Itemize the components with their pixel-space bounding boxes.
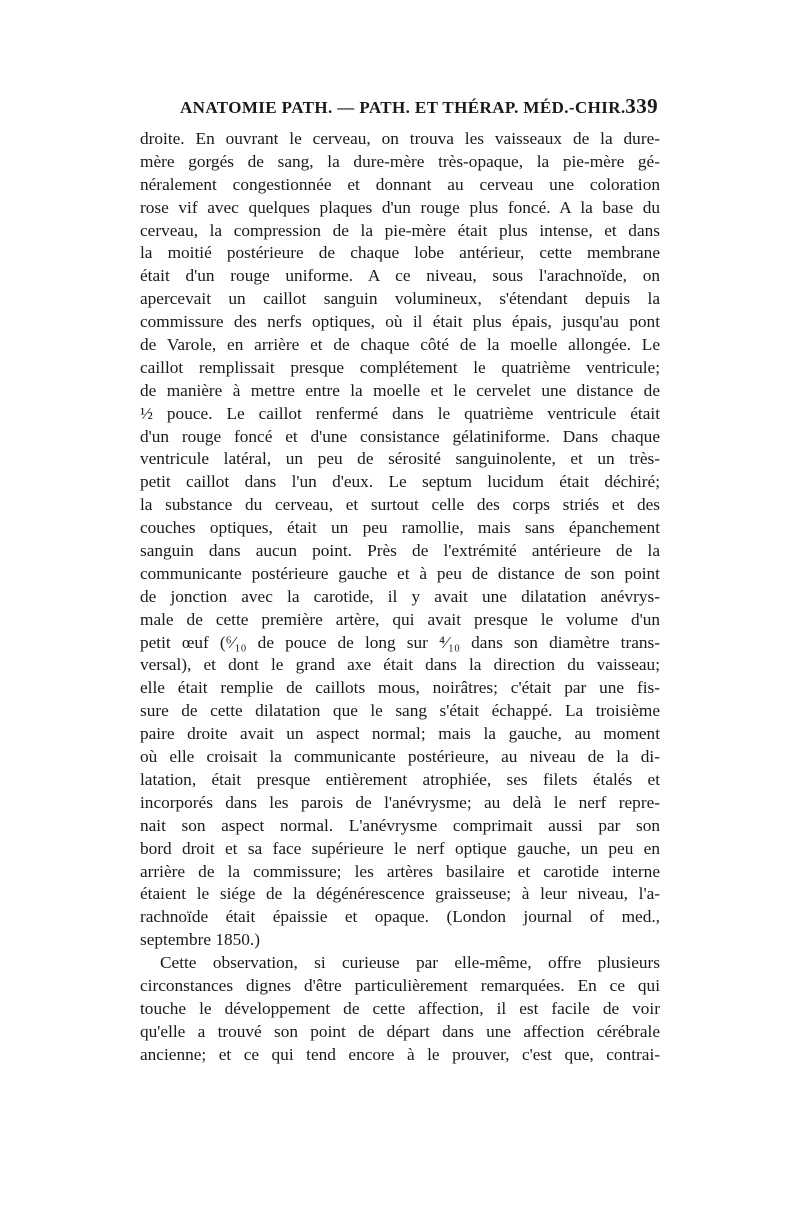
text-line: elle était remplie de caillots mous, noirâtres; c'était par une fis-	[140, 678, 660, 698]
page-number: 339	[625, 94, 658, 118]
text-line: cerveau, la compression de la pie-mère était plus intense, et dans	[140, 220, 660, 240]
running-title: ANATOMIE PATH. — PATH. ET THÉRAP. MÉD.-CHIR.	[180, 98, 626, 117]
text-line: apercevait un caillot sanguin volumineux, s'étendant depuis la	[140, 289, 660, 309]
text-line: la substance du cerveau, et surtout celle des corps striés et des	[140, 495, 660, 515]
text-line: mère gorgés de sang, la dure-mère très-opaque, la pie-mère gé-	[140, 151, 660, 171]
text-line: de manière à mettre entre la moelle et le cervelet une distance de	[140, 380, 660, 400]
text-line: d'un rouge foncé et d'une consistance gélatiniforme. Dans chaque	[140, 426, 660, 446]
text-line: commissure des nerfs optiques, où il était plus épais, jusqu'au pont	[140, 312, 660, 332]
text-line: petit œuf (⁶⁄₁₀ de pouce de long sur ⁴⁄₁₀ dans son diamètre trans-	[140, 632, 660, 652]
text-line: couches optiques, était un peu ramollie, mais sans épanchement	[140, 518, 660, 538]
text-line: de jonction avec la carotide, il y avait une dilatation anévrys-	[140, 586, 660, 606]
text-line: bord droit et sa face supérieure le nerf optique gauche, un peu en	[140, 838, 660, 858]
text-line: rose vif avec quelques plaques d'un rouge plus foncé. A la base du	[140, 197, 660, 217]
text-line: ventricule latéral, un peu de sérosité sanguinolente, et un très-	[140, 449, 660, 469]
text-line: ½ pouce. Le caillot renfermé dans le quatrième ventricule était	[140, 403, 660, 423]
text-line: nait son aspect normal. L'anévrysme comprimait aussi par son	[140, 815, 660, 835]
text-line: la moitié postérieure de chaque lobe antérieur, cette membrane	[140, 243, 660, 263]
text-line: male de cette première artère, qui avait presque le volume d'un	[140, 609, 660, 629]
text-line: ancienne; et ce qui tend encore à le prouver, c'est que, contrai-	[140, 1044, 660, 1064]
text-line: sanguin dans aucun point. Près de l'extrémité antérieure de la	[140, 541, 660, 561]
text-line: incorporés dans les parois de l'anévrysme; au delà le nerf repre-	[140, 792, 660, 812]
running-header	[140, 94, 658, 122]
text-line: où elle croisait la communicante postérieure, au niveau de la di-	[140, 747, 660, 767]
text-line: de Varole, en arrière et de chaque côté de la moelle allongée. Le	[140, 335, 660, 355]
text-line: latation, était presque entièrement atrophiée, ses filets étalés et	[140, 769, 660, 789]
body-text	[140, 128, 660, 1067]
text-line: rachnoïde était épaissie et opaque. (London journal of med.,	[140, 907, 660, 927]
citation-line: septembre 1850.)	[140, 930, 260, 950]
text-line: petit caillot dans l'un d'eux. Le septum lucidum était déchiré;	[140, 472, 660, 492]
text-line: néralement congestionnée et donnant au cerveau une coloration	[140, 174, 660, 194]
text-line: circonstances dignes d'être particulièrement remarquées. En ce qui	[140, 975, 660, 995]
text-line: communicante postérieure gauche et à peu de distance de son point	[140, 563, 660, 583]
text-line: paire droite avait un aspect normal; mais la gauche, au moment	[140, 724, 660, 744]
text-line: touche le développement de cette affection, il est facile de voir	[140, 998, 660, 1018]
paragraph-start-line: Cette observation, si curieuse par elle-même, offre plusieurs	[160, 953, 660, 973]
text-line: étaient le siége de la dégénérescence graisseuse; à leur niveau, l'a-	[140, 884, 660, 904]
text-line: qu'elle a trouvé son point de départ dans une affection cérébrale	[140, 1021, 660, 1041]
text-line: versal), et dont le grand axe était dans la direction du vaisseau;	[140, 655, 660, 675]
text-line: était d'un rouge uniforme. A ce niveau, sous l'arachnoïde, on	[140, 266, 660, 286]
text-line: caillot remplissait presque complétement le quatrième ventricule;	[140, 357, 660, 377]
text-line: arrière de la commissure; les artères basilaire et carotide interne	[140, 861, 660, 881]
text-line: droite. En ouvrant le cerveau, on trouva les vaisseaux de la dure-	[140, 129, 660, 148]
text-line: sure de cette dilatation que le sang s'était échappé. La troisième	[140, 701, 660, 721]
